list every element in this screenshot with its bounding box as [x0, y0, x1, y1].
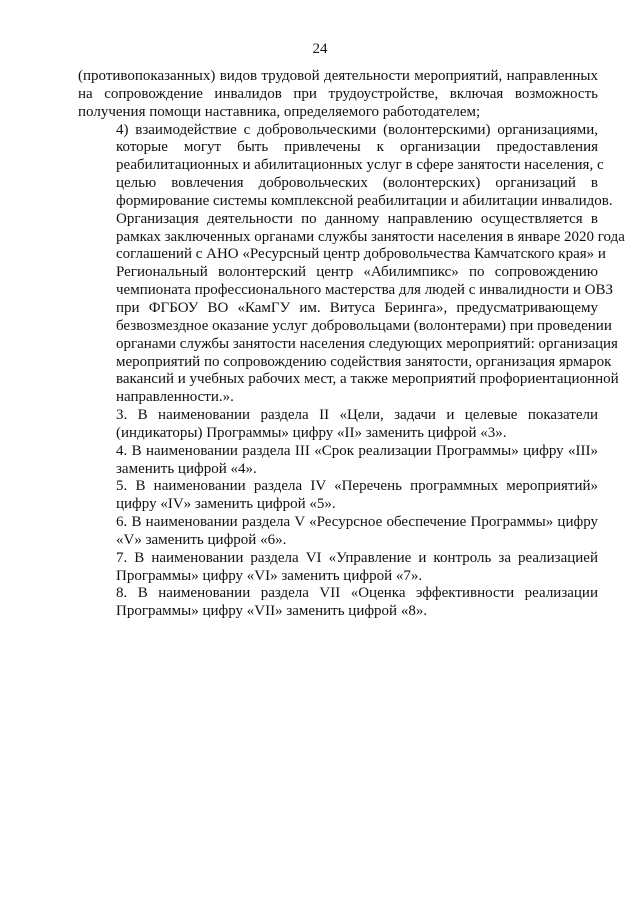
- text-line: рамках заключенных органами службы занятости населения в январе 2020 года: [116, 228, 625, 245]
- text-line: чемпионата профессионального мастерства для людей с инвалидности и ОВЗ: [116, 282, 613, 299]
- paragraph: [78, 478, 598, 514]
- text-line: вакансий и учебных рабочих мест, а также мероприятий профориентационной: [116, 371, 619, 388]
- text-line: 6. В наименовании раздела V «Ресурсное обеспечение Программы» цифру: [116, 514, 598, 531]
- document-body: [78, 68, 625, 621]
- text-line: получения помощи наставника, определяемого работодателем;: [78, 103, 481, 120]
- paragraph: [78, 210, 625, 407]
- text-line: на сопровождение инвалидов при трудоустройстве, включая возможность: [78, 85, 598, 102]
- paragraph: [78, 443, 598, 479]
- text-line: 8. В наименовании раздела VII «Оценка эффективности реализации: [116, 585, 598, 602]
- paragraph: [78, 121, 613, 211]
- text-line: органами службы занятости населения следующих мероприятий: организация: [116, 335, 618, 352]
- text-line: направленности.».: [116, 389, 234, 406]
- text-line: которые могут быть привлечены к организации предоставления: [116, 139, 598, 156]
- text-line: целью вовлечения добровольческих (волонтерских) организаций в: [116, 175, 598, 192]
- text-line: Программы» цифру «VII» заменить цифрой «8».: [116, 603, 428, 620]
- paragraph: [78, 407, 598, 443]
- text-line: формирование системы комплексной реабилитации и абилитации инвалидов.: [116, 192, 613, 209]
- paragraph: [78, 585, 598, 621]
- paragraph: [78, 68, 598, 122]
- text-line: реабилитационных и абилитационных услуг в сфере занятости населения, с: [116, 157, 604, 174]
- text-line: безвозмездное оказание услуг добровольцами (волонтерами) при проведении: [116, 317, 612, 334]
- text-line: (индикаторы) Программы» цифру «II» заменить цифрой «3».: [116, 424, 507, 441]
- text-line: Организация деятельности по данному направлению осуществляется в: [116, 210, 598, 227]
- paragraph: [78, 514, 598, 550]
- paragraph: [78, 550, 598, 586]
- text-line: цифру «IV» заменить цифрой «5».: [116, 496, 336, 513]
- text-line: соглашений с АНО «Ресурсный центр добровольчества Камчатского края» и: [116, 246, 606, 263]
- text-line: 7. В наименовании раздела VI «Управление и контроль за реализацией: [116, 549, 598, 566]
- page-number: 24: [312, 41, 328, 57]
- text-line: Региональный волонтерский центр «Абилимпикс» по сопровождению: [116, 264, 598, 281]
- text-line: 4) взаимодействие с добровольческими (волонтерскими) организациями,: [116, 121, 598, 138]
- text-line: заменить цифрой «4».: [116, 460, 257, 477]
- text-line: Программы» цифру «VI» заменить цифрой «7».: [116, 567, 423, 584]
- text-line: мероприятий по сопровождению содействия занятости, организация ярмарок: [116, 353, 612, 370]
- text-line: при ФГБОУ ВО «КамГУ им. Витуса Беринга», предусматривающему: [116, 299, 598, 316]
- text-line: «V» заменить цифрой «6».: [116, 531, 287, 548]
- text-line: 5. В наименовании раздела IV «Перечень программных мероприятий»: [116, 478, 598, 495]
- text-line: 4. В наименовании раздела III «Срок реализации Программы» цифру «III»: [116, 442, 598, 459]
- text-line: 3. В наименовании раздела II «Цели, задачи и целевые показатели: [116, 407, 598, 424]
- text-line: (противопоказанных) видов трудовой деятельности мероприятий, направленных: [78, 68, 598, 84]
